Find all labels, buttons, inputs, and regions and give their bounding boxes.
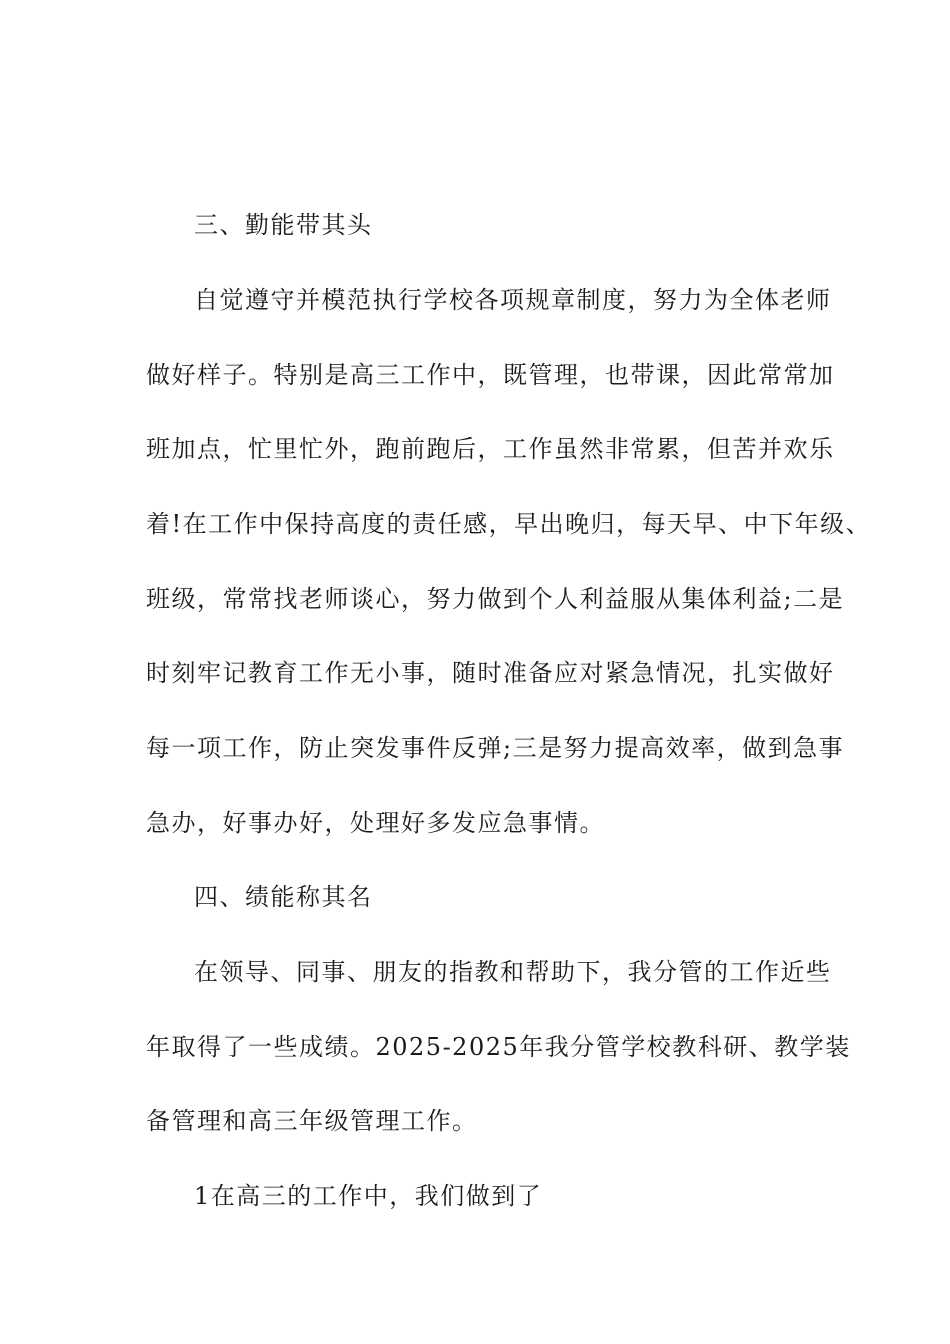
paragraph-line: 年取得了一些成绩。2025-2025年我分管学校教科研、教学装 [146, 1033, 851, 1061]
section-heading-4: 四、绩能称其名 [194, 883, 373, 911]
paragraph-line: 着!在工作中保持高度的责任感，早出晚归，每天早、中下年级、 [146, 510, 872, 538]
paragraph-line: 班级，常常找老师谈心，努力做到个人利益服从集体利益;二是 [146, 585, 845, 613]
paragraph-line: 备管理和高三年级管理工作。 [146, 1107, 478, 1135]
paragraph-line: 班加点，忙里忙外，跑前跑后，工作虽然非常累，但苦并欢乐 [146, 435, 835, 463]
paragraph-line: 自觉遵守并模范执行学校各项规章制度，努力为全体老师 [194, 286, 832, 314]
paragraph-line: 急办，好事办好，处理好多发应急事情。 [146, 809, 605, 837]
paragraph-line: 时刻牢记教育工作无小事，随时准备应对紧急情况，扎实做好 [146, 659, 835, 687]
paragraph-line: 在领导、同事、朋友的指教和帮助下，我分管的工作近些 [194, 958, 832, 986]
list-item: 1在高三的工作中，我们做到了 [194, 1182, 543, 1210]
paragraph-line: 每一项工作，防止突发事件反弹;三是努力提高效率，做到急事 [146, 734, 845, 762]
section-heading-3: 三、勤能带其头 [194, 211, 373, 239]
paragraph-line: 做好样子。特别是高三工作中，既管理，也带课，因此常常加 [146, 361, 835, 389]
